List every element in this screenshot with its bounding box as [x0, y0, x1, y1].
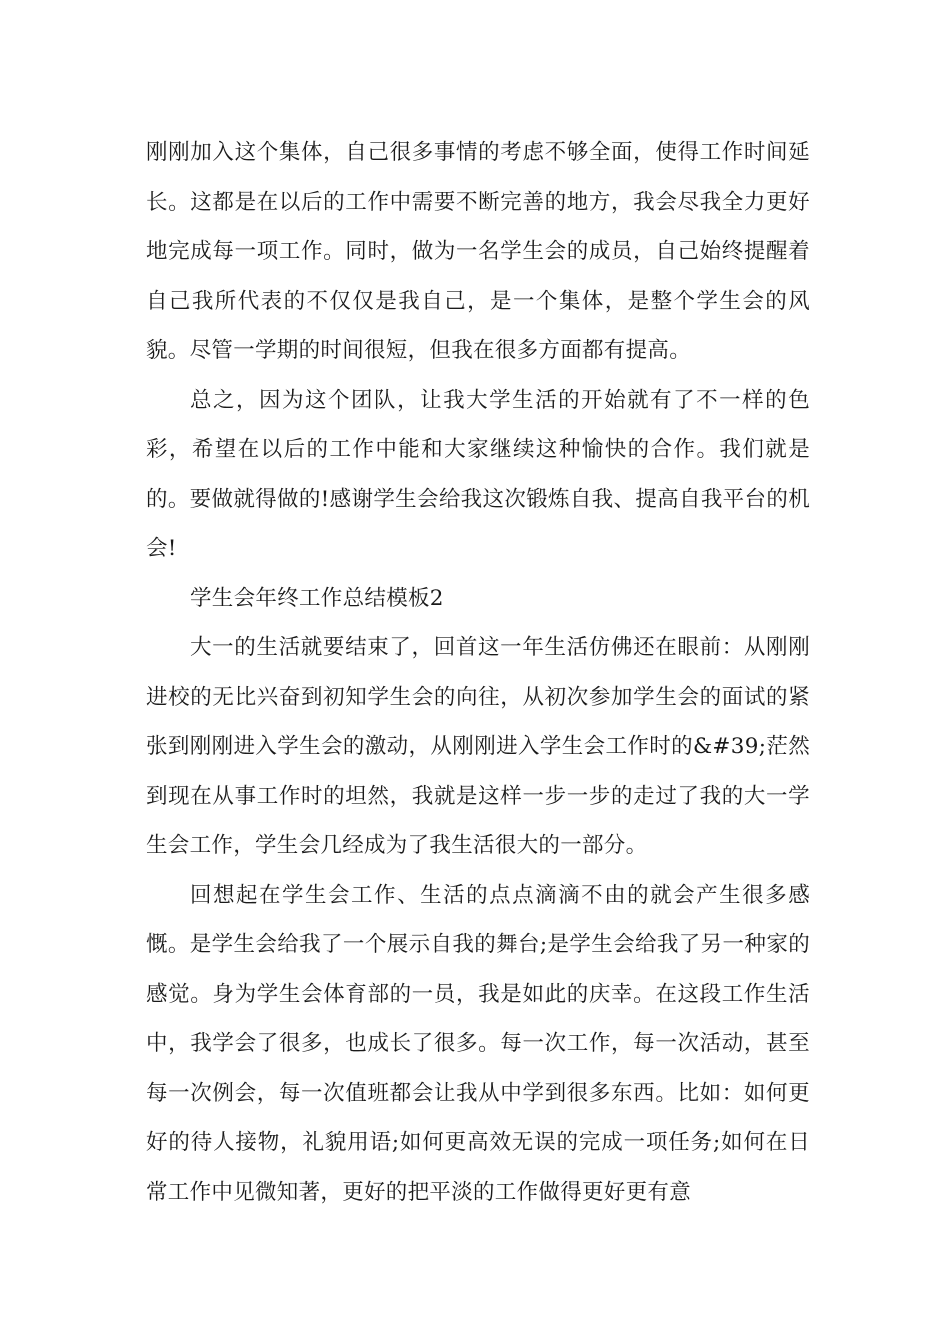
- paragraph-3: 大一的生活就要结束了，回首这一年生活仿佛还在眼前：从刚刚进校的无比兴奋到初知学生会的向往，从初次参加学生会的面试的紧张到刚刚进入学生会的激动，从刚刚进入学生会工作时的&#39;茫然到现在从事工作时的坦然，我就是这样一步一步的走过了我的大一学生会工作，学生会几经成为了我生活很大的一部分。: [146, 635, 810, 858]
- paragraph-4: 回想起在学生会工作、生活的点点滴滴不由的就会产生很多感慨。是学生会给我了一个展示自我的舞台;是学生会给我了另一种家的感觉。身为学生会体育部的一员，我是如此的庆幸。在这段工作生活中，我学会了很多，也成长了很多。每一次工作，每一次活动，甚至每一次例会，每一次值班都会让我从中学到很多东西。比如：如何更好的待人接物，礼貌用语;如何更高效无误的完成一项任务;如何在日常工作中见微知著，更好的把平淡的工作做得更好更有意: [146, 882, 810, 1205]
- section-title: 学生会年终工作总结模板2: [190, 585, 444, 611]
- paragraph-1: 刚刚加入这个集体，自己很多事情的考虑不够全面，使得工作时间延长。这都是在以后的工作中需要不断完善的地方，我会尽我全力更好地完成每一项工作。同时，做为一名学生会的成员，自己始终提醒着自己我所代表的不仅仅是我自己，是一个集体，是整个学生会的风貌。尽管一学期的时间很短，但我在很多方面都有提高。: [146, 140, 810, 363]
- paragraph-2: 总之，因为这个团队，让我大学生活的开始就有了不一样的色彩，希望在以后的工作中能和大家继续这种愉快的合作。我们就是的。要做就得做的!感谢学生会给我这次锻炼自我、提高自我平台的机会!: [146, 387, 810, 561]
- document-page: [146, 128, 810, 1217]
